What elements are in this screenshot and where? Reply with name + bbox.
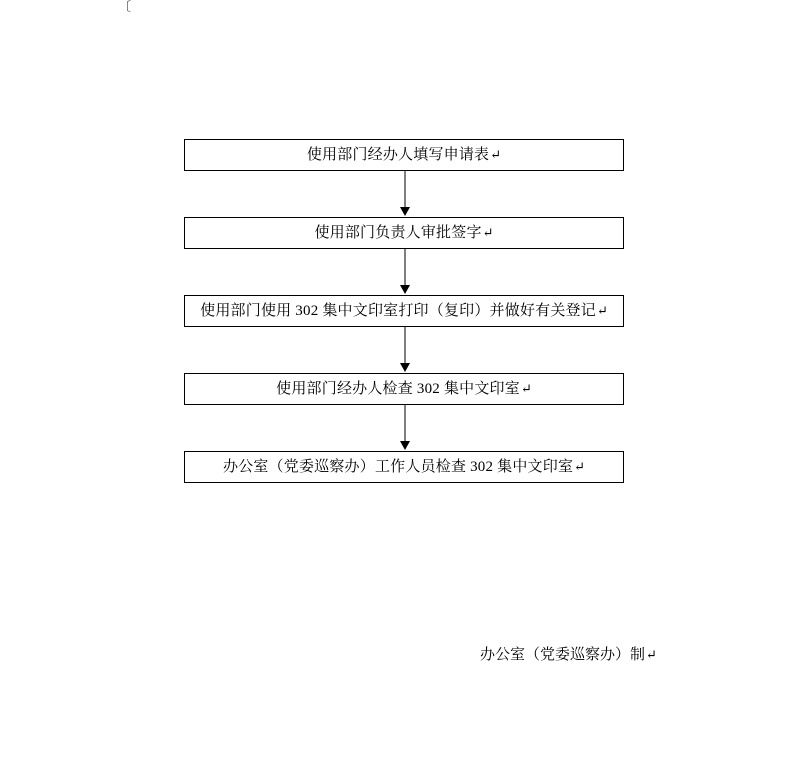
paragraph-mark-icon: ↵ bbox=[520, 381, 532, 396]
flow-node-3 bbox=[184, 295, 624, 327]
arrow-head-icon bbox=[400, 441, 410, 450]
flowchart-container bbox=[184, 139, 626, 483]
arrow-line bbox=[405, 327, 406, 365]
flow-arrow-3-4 bbox=[184, 327, 626, 373]
paragraph-mark-icon: ↵ bbox=[574, 459, 586, 474]
flow-node-1-label: 使用部门经办人填写申请表 bbox=[306, 147, 490, 163]
flow-node-5 bbox=[184, 451, 624, 483]
arrow-line bbox=[405, 171, 406, 209]
arrow-line bbox=[405, 405, 406, 443]
arrow-head-icon bbox=[400, 207, 410, 216]
flow-arrow-2-3 bbox=[184, 249, 626, 295]
flow-arrow-1-2 bbox=[184, 171, 626, 217]
top-corner-mark: 〔 bbox=[118, 0, 132, 14]
paragraph-mark-icon: ↵ bbox=[482, 225, 494, 240]
arrow-head-icon bbox=[400, 363, 410, 372]
flow-node-3-label: 使用部门使用 302 集中文印室打印（复印）并做好有关登记 bbox=[200, 303, 596, 319]
flow-node-4 bbox=[184, 373, 624, 405]
paragraph-mark-icon: ↵ bbox=[646, 647, 657, 662]
flow-node-4-label: 使用部门经办人检查 302 集中文印室 bbox=[276, 381, 520, 397]
arrow-head-icon bbox=[400, 285, 410, 294]
footer-label: 办公室（党委巡察办）制 bbox=[480, 647, 646, 663]
flow-node-5-label: 办公室（党委巡察办）工作人员检查 302 集中文印室 bbox=[222, 459, 574, 475]
flow-arrow-4-5 bbox=[184, 405, 626, 451]
flow-node-1 bbox=[184, 139, 624, 171]
document-footer bbox=[480, 646, 657, 664]
arrow-line bbox=[405, 249, 406, 287]
paragraph-mark-icon: ↵ bbox=[490, 147, 502, 162]
paragraph-mark-icon: ↵ bbox=[596, 303, 608, 318]
flow-node-2-label: 使用部门负责人审批签字 bbox=[314, 225, 482, 241]
flow-node-2 bbox=[184, 217, 624, 249]
